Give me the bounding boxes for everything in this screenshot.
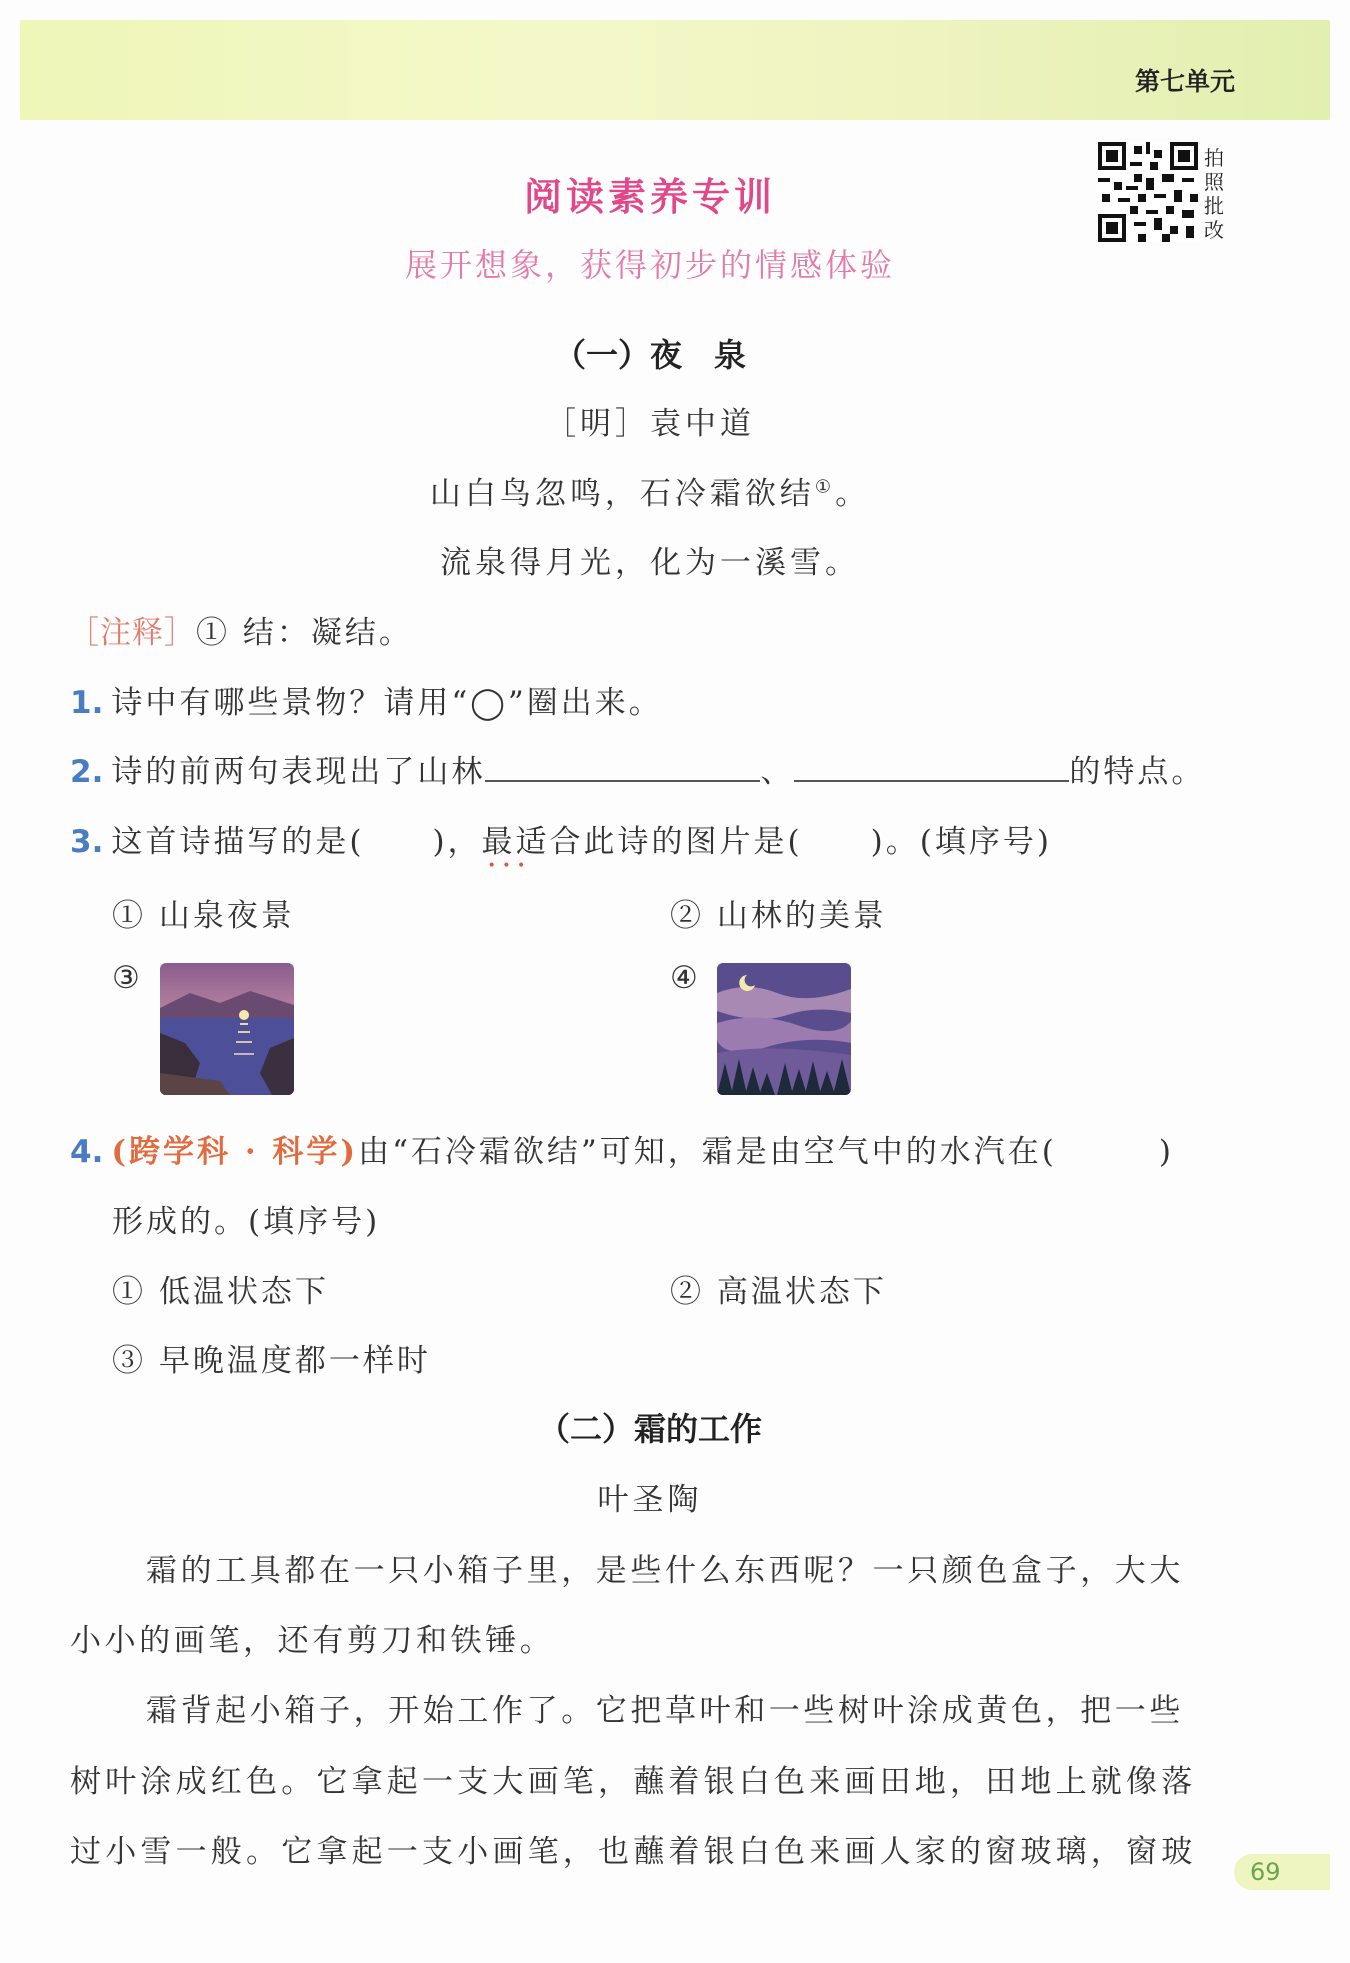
page-number: 69	[1234, 1854, 1330, 1890]
emphasis-dotted-text: 最适合 • •	[482, 824, 584, 860]
q3-option-2[interactable]: ② 山林的美景	[670, 898, 887, 934]
question-2-text-a: 诗的前两句表现出了山林	[111, 754, 486, 790]
subject-tag: (跨学科 · 科学)	[111, 1134, 359, 1170]
q3-option-4-label[interactable]: ④	[670, 960, 701, 996]
page-title: 阅读素养专训	[523, 175, 776, 219]
poem-line-1-text: 山白鸟忽鸣，石冷霜欲结	[429, 476, 815, 512]
question-4-text-a: 由“石冷霜欲结”可知，霜是由空气中的水汽在( )	[358, 1134, 1174, 1170]
question-2-text-b: 的特点。	[1069, 754, 1206, 790]
qr-code-icon[interactable]	[1098, 142, 1198, 242]
poem-author: ［明］袁中道	[545, 406, 755, 442]
passage-line: 小小的画笔，还有剪刀和铁锤。	[70, 1623, 555, 1659]
section2-title: （二）霜的工作	[537, 1410, 762, 1448]
annotation-text: ① 结：凝结。	[196, 615, 413, 651]
question-2-separator: 、	[760, 754, 795, 790]
unit-label: 第七单元	[1134, 67, 1235, 96]
question-2	[70, 746, 1205, 791]
passage-line: 树叶涂成红色。它拿起一支大画笔，蘸着银白色来画田地，田地上就像落	[70, 1764, 1197, 1800]
passage-line: 过小雪一般。它拿起一支小画笔，也蘸着银白色来画人家的窗玻璃，窗玻	[70, 1834, 1197, 1870]
passage-line: 霜的工具都在一只小箱子里，是些什么东西呢？一只颜色盒子，大大	[146, 1553, 1184, 1589]
question-4-line-2: 形成的。(填序号)	[112, 1204, 381, 1240]
annotation	[68, 607, 413, 652]
q4-option-3[interactable]: ③ 早晚温度都一样时	[112, 1343, 431, 1379]
question-1-number: 1.	[70, 685, 104, 721]
annotation-tag: ［注释］	[68, 615, 196, 651]
q3-option-3-label[interactable]: ③	[112, 960, 143, 996]
poem-line-1	[0, 468, 1300, 513]
question-3-text-a: 这首诗描写的是( )，	[111, 824, 482, 860]
qr-label[interactable]: 拍照批改	[1204, 146, 1224, 242]
passage-author: 叶圣陶	[597, 1482, 703, 1518]
question-4	[70, 1126, 1174, 1171]
question-2-number: 2.	[70, 754, 104, 790]
q4-option-2[interactable]: ② 高温状态下	[670, 1274, 887, 1310]
header-band	[20, 20, 1330, 120]
poem-line-2: 流泉得月光，化为一溪雪。	[440, 545, 860, 581]
footnote-mark: ①	[814, 476, 836, 498]
moon-forest-image[interactable]	[717, 963, 851, 1095]
q4-option-1[interactable]: ① 低温状态下	[112, 1274, 329, 1310]
question-3	[70, 816, 1052, 861]
section1-title: （一）夜 泉	[553, 336, 746, 374]
answer-blank-2[interactable]	[794, 752, 1069, 782]
question-3-text-b: 此诗的图片是( )。(填序号)	[583, 824, 1052, 860]
question-1-text: 诗中有哪些景物？请用“◯”圈出来。	[111, 685, 663, 721]
question-1	[70, 677, 663, 722]
page-subtitle: 展开想象，获得初步的情感体验	[404, 246, 895, 284]
q3-option-1[interactable]: ① 山泉夜景	[112, 898, 295, 934]
answer-blank-1[interactable]	[485, 752, 760, 782]
night-lake-image[interactable]	[160, 963, 294, 1095]
question-3-number: 3.	[70, 824, 104, 860]
question-4-number: 4.	[70, 1134, 104, 1170]
poem-line-1-end: 。	[835, 476, 871, 512]
passage-line: 霜背起小箱子，开始工作了。它把草叶和一些树叶涂成黄色，把一些	[146, 1693, 1184, 1729]
